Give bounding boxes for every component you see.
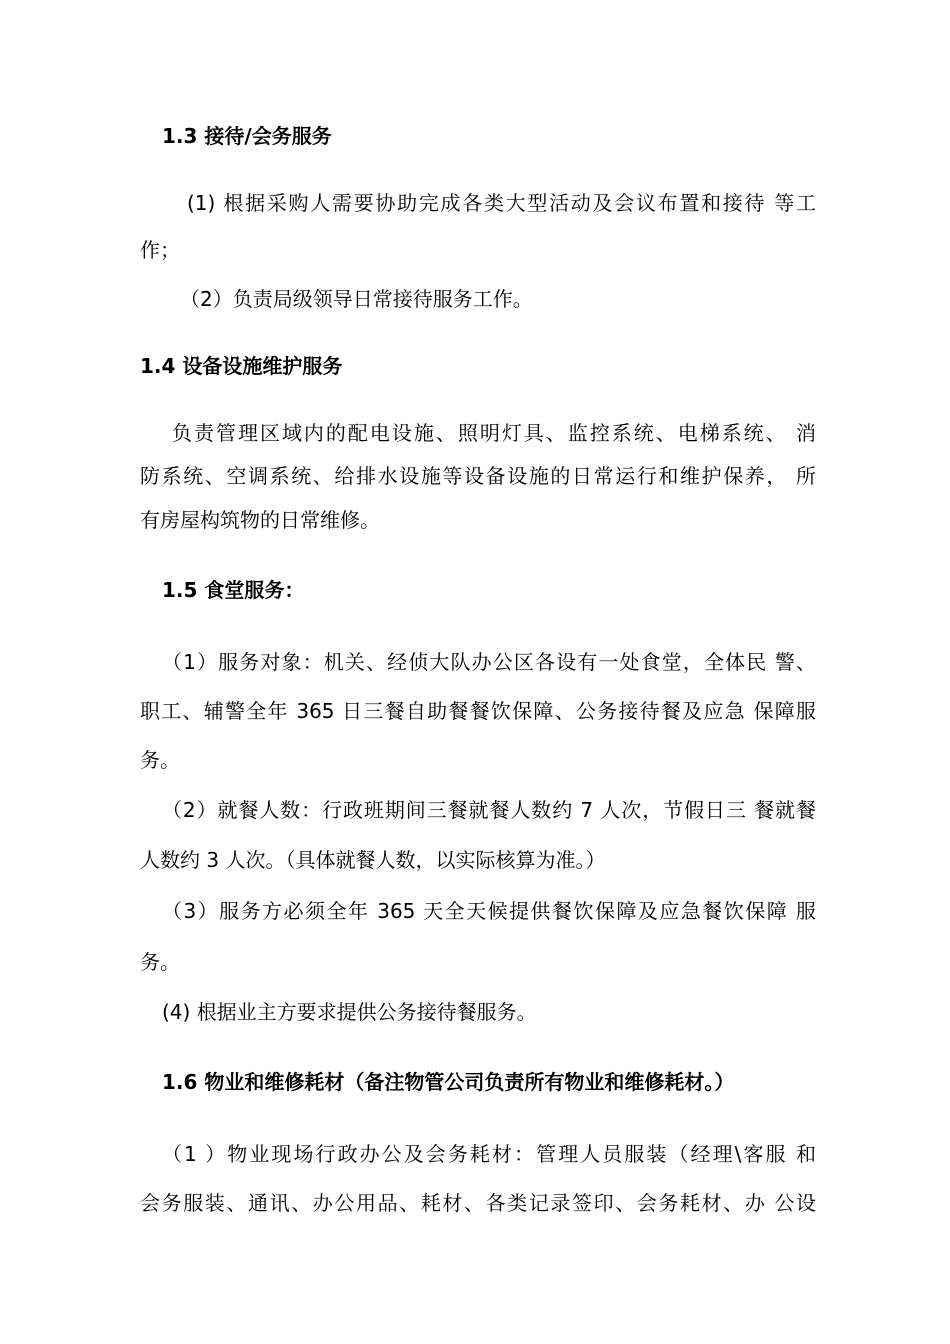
paragraph-line: 务。 — [140, 748, 180, 772]
paragraph-line: （1）服务对象：机关、经侦大队办公区各设有一处食堂，全体民 警、 — [162, 650, 816, 674]
paragraph-line: （3）服务方必须全年 365 天全天候提供餐饮保障及应急餐饮保障 服 — [162, 899, 816, 923]
paragraph-line: 防系统、空调系统、给排水设施等设备设施的日常运行和维护保养， 所 — [140, 464, 816, 488]
paragraph-line: 会务服装、通讯、办公用品、耗材、各类记录签印、会务耗材、办 公设 — [140, 1191, 816, 1215]
paragraph-line: 职工、辅警全年 365 日三餐自助餐餐饮保障、公务接待餐及应急 保障服 — [140, 699, 816, 723]
paragraph-line: 有房屋构筑物的日常维修。 — [140, 508, 380, 532]
paragraph-line: （2）负责局级领导日常接待服务工作。 — [180, 287, 533, 311]
section-heading-1-6: 1.6 物业和维修耗材（备注物管公司负责所有物业和维修耗材。） — [162, 1070, 735, 1094]
paragraph-line: （2）就餐人数：行政班期间三餐就餐人数约 7 人次，节假日三 餐就餐 — [162, 798, 816, 822]
paragraph-line: 人数约 3 人次。（具体就餐人数，以实际核算为准。） — [140, 848, 606, 872]
paragraph-line: 务。 — [140, 950, 180, 974]
section-heading-1-5: 1.5 食堂服务： — [162, 578, 305, 602]
paragraph-line: （1 ）物业现场行政办公及会务耗材：管理人员服装（经理\客服 和 — [162, 1142, 816, 1166]
paragraph-line: 作； — [140, 238, 180, 262]
paragraph-line: (1) 根据采购人需要协助完成各类大型活动及会议布置和接待 等工 — [187, 191, 816, 215]
section-heading-1-4: 1.4 设备设施维护服务 — [140, 354, 343, 378]
paragraph-line: (4) 根据业主方要求提供公务接待餐服务。 — [162, 1000, 537, 1024]
section-heading-1-3: 1.3 接待/会务服务 — [162, 124, 332, 148]
paragraph-line: 负责管理区域内的配电设施、照明灯具、监控系统、电梯系统、 消 — [172, 421, 816, 445]
